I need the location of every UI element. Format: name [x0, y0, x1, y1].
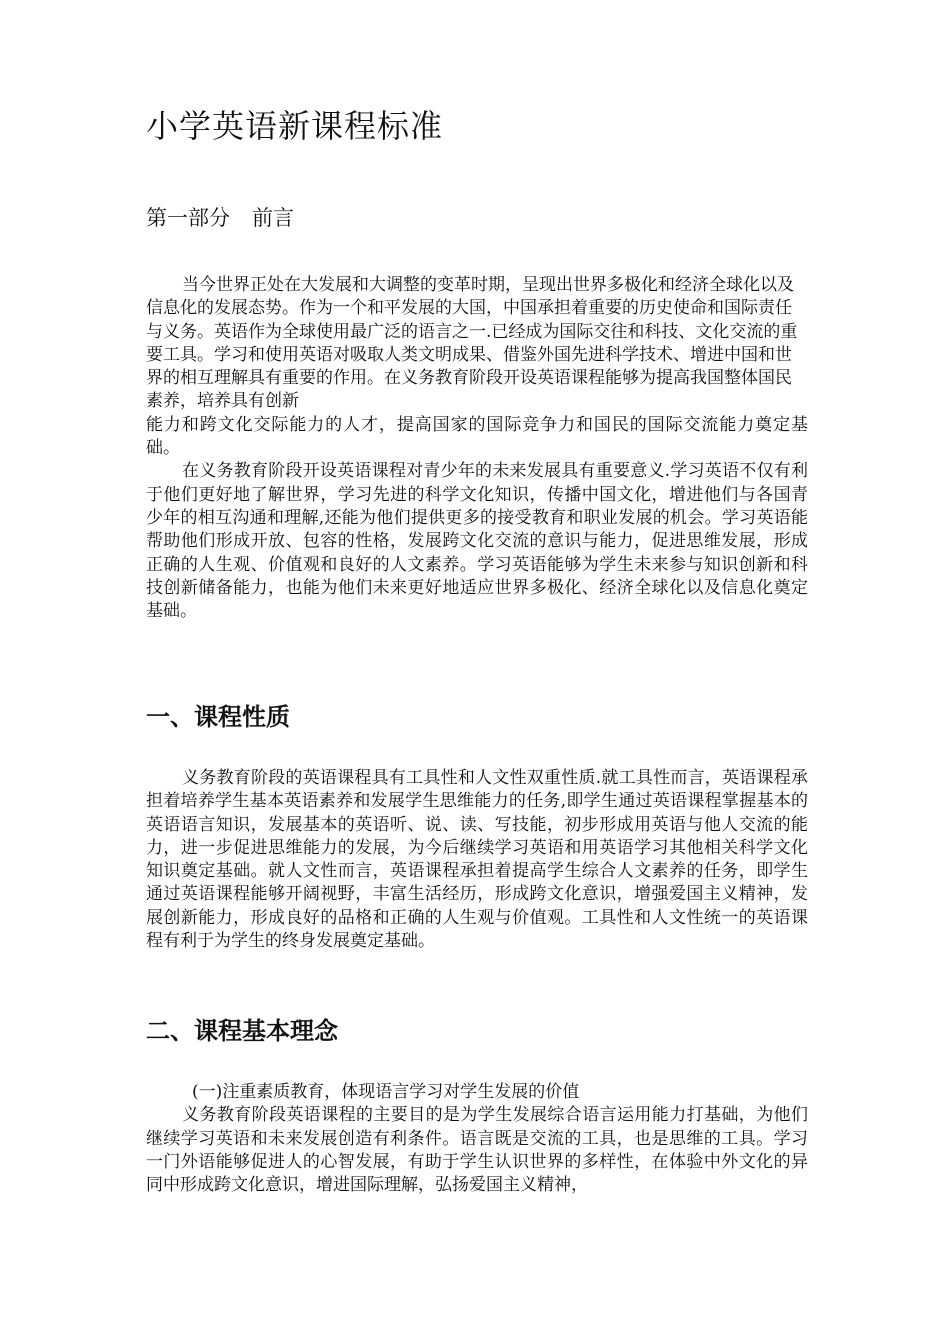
section-2-paragraph: 义务教育阶段英语课程的主要目的是为学生发展综合语言运用能力打基础，为他们继续学习英语和未来发展创造有利条件。语言既是交流的工具，也是思维的工具。学习一门外语能够促进人的心智发展，有助于学生认识世界的多样性，在体验中外文化的异同中形成跨文化意识，增进国际理解，弘扬爱国主义精神，	[146, 1105, 808, 1196]
preface-section	[146, 274, 808, 623]
preface-paragraph-2: 在义务教育阶段开设英语课程对青少年的未来发展具有重要意义.学习英语不仅有利于他们更好地了解世界，学习先进的科学文化知识，传播中国文化，增进他们与各国青少年的相互沟通和理解,还能为他们提供更多的接受教育和职业发展的机会。学习英语能帮助他们形成开放、包容的性格，发展跨文化交流的意识与能力，促进思维发展，形成正确的人生观、价值观和良好的人文素养。学习英语能够为学生未来参与知识创新和科技创新储备能力，也能为他们未来更好地适应世界多极化、经济全球化以及信息化奠定基础。	[146, 461, 808, 622]
section-1-paragraph: 义务教育阶段的英语课程具有工具性和人文性双重性质.就工具性而言，英语课程承担着培养学生基本英语素养和发展学生思维能力的任务,即学生通过英语课程掌握基本的英语语言知识，发展基本的英语听、说、读、写技能，初步形成用英语与他人交流的能力，进一步促进思维能力的发展，为今后继续学习英语和用英语学习其他相关科学文化知识奠定基础。就人文性而言，英语课程承担着提高学生综合人文素养的任务，即学生通过英语课程能够开阔视野，丰富生活经历，形成跨文化意识，增强爱国主义精神，发展创新能力，形成良好的品格和正确的人生观与价值观。工具性和人文性统一的英语课程有利于为学生的终身发展奠定基础。	[146, 768, 808, 952]
part-heading	[146, 202, 294, 234]
document-title: 小学英语新课程标准	[146, 107, 444, 145]
preface-paragraph-1-continued: 能力和跨文化交际能力的人才，提高国家的国际竞争力和国民的国际交流能力奠定基础。	[146, 414, 808, 459]
section-1-body	[146, 767, 808, 953]
section-2-heading: 二、课程基本理念	[146, 1017, 338, 1045]
part-title: 前言	[252, 206, 294, 230]
part-label: 第一部分	[146, 206, 230, 230]
section-1-heading: 一、课程性质	[146, 703, 290, 731]
section-2-body	[146, 1081, 808, 1197]
section-2-subheading: (一)注重素质教育，体现语言学习对学生发展的价值	[192, 1082, 580, 1102]
preface-paragraph-1: 当今世界正处在大发展和大调整的变革时期，呈现出世界多极化和经济全球化以及信息化的发展态势。作为一个和平发展的大国，中国承担着重要的历史使命和国际责任与义务。英语作为全球使用最广泛的语言之一.已经成为国际交往和科技、文化交流的重要工具。学习和使用英语对吸取人类文明成果、借鉴外国先进科学技术、增进中国和世界的相互理解具有重要的作用。在义务教育阶段开设英语课程能够为提高我国整体国民素养，培养具有创新	[146, 275, 798, 412]
